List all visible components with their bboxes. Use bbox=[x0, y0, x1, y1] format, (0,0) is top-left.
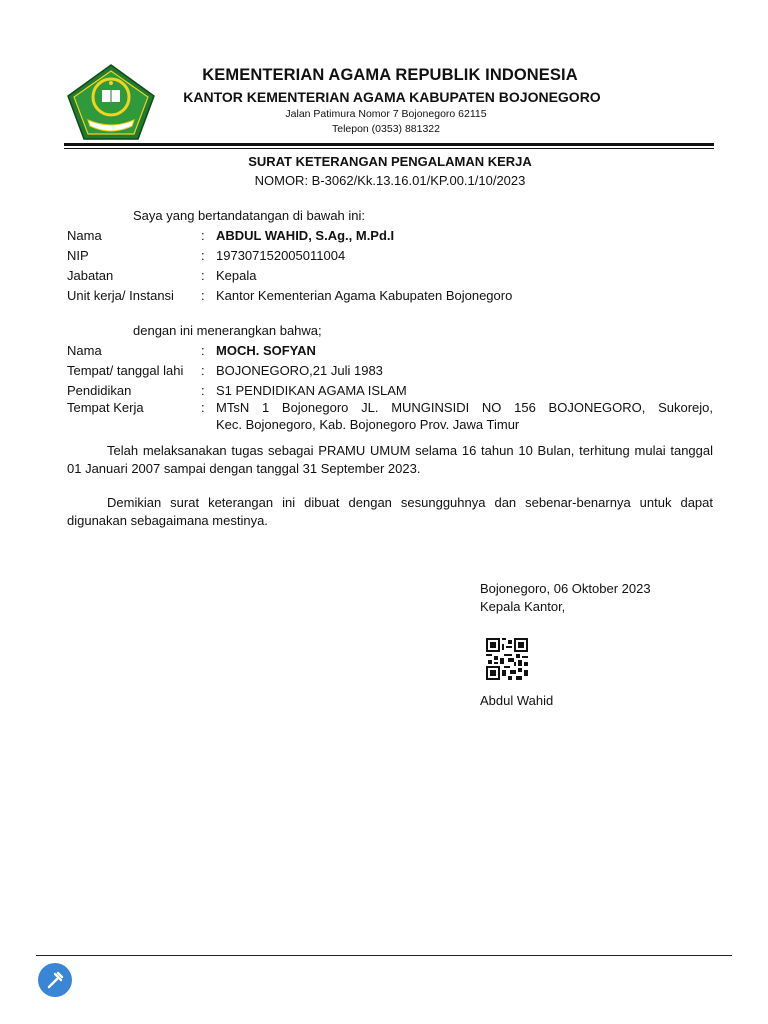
subject-education-value: S1 PENDIDIKAN AGAMA ISLAM bbox=[216, 383, 407, 398]
signer-position-value: Kepala bbox=[216, 268, 257, 283]
signer-unit-value: Kantor Kementerian Agama Kabupaten Bojonegoro bbox=[216, 288, 513, 303]
signer-nip-value: 197307152005011004 bbox=[216, 248, 346, 263]
signer-name-label: Nama bbox=[67, 228, 102, 243]
qr-code-icon bbox=[486, 638, 528, 680]
subject-birth-label: Tempat/ tanggal lahi bbox=[67, 363, 184, 378]
signer-unit-label: Unit kerja/ Instansi bbox=[67, 288, 174, 303]
office-name: KANTOR KEMENTERIAN AGAMA KABUPATEN BOJONEGORO bbox=[183, 89, 601, 105]
subject-education-label: Pendidikan bbox=[67, 383, 132, 398]
ministry-name: KEMENTERIAN AGAMA REPUBLIK INDONESIA bbox=[202, 66, 578, 84]
letter-number: NOMOR: B-3062/Kk.13.16.01/KP.00.1/10/2023 bbox=[254, 173, 526, 188]
letter-title: SURAT KETERANGAN PENGALAMAN KERJA bbox=[248, 154, 532, 169]
subject-name-label: Nama bbox=[67, 343, 102, 358]
signature-name: Abdul Wahid bbox=[480, 693, 554, 708]
letterhead-rule-thin bbox=[64, 148, 714, 149]
signer-name-value: ABDUL WAHID, S.Ag., M.Pd.I bbox=[216, 228, 395, 243]
signature-place-date: Bojonegoro, 06 Oktober 2023 bbox=[480, 581, 651, 596]
colon: : bbox=[201, 343, 205, 358]
signer-nip-label: NIP bbox=[67, 248, 89, 263]
colon: : bbox=[201, 248, 205, 263]
colon: : bbox=[201, 383, 205, 398]
pin-tool-icon bbox=[38, 963, 72, 997]
kemenag-emblem-icon bbox=[66, 64, 156, 140]
colon: : bbox=[201, 268, 205, 283]
office-address: Jalan Patimura Nomor 7 Bojonegoro 62115 bbox=[285, 108, 487, 120]
colon: : bbox=[201, 228, 205, 243]
subject-workplace-value: MTsN 1 Bojonegoro JL. MUNGINSIDI NO 156 BOJONEGORO, Sukorejo, bbox=[216, 400, 713, 415]
subject-name-value: MOCH. SOFYAN bbox=[216, 343, 316, 358]
subject-intro: dengan ini menerangkan bahwa; bbox=[133, 323, 322, 338]
closing-paragraph: Demikian surat keterangan ini dibuat dengan sesungguhnya dan sebenar-benarnya untuk dapat digunakan sebagaimana mestinya. bbox=[67, 495, 713, 528]
letterhead-rule-thick bbox=[64, 143, 714, 146]
pin-tool-button[interactable] bbox=[38, 963, 72, 997]
page-divider bbox=[36, 955, 732, 956]
colon: : bbox=[201, 400, 205, 415]
subject-birth-value: BOJONEGORO,21 Juli 1983 bbox=[216, 363, 383, 378]
colon: : bbox=[201, 363, 205, 378]
colon: : bbox=[201, 288, 205, 303]
service-paragraph: Telah melaksanakan tugas sebagai PRAMU UMUM selama 16 tahun 10 Bulan, terhitung mulai tanggal 01 Januari 2007 sampai dengan tanggal 31 September 2023. bbox=[67, 443, 713, 476]
subject-workplace-label: Tempat Kerja bbox=[67, 400, 144, 415]
signer-position-label: Jabatan bbox=[67, 268, 114, 283]
signer-intro: Saya yang bertandatangan di bawah ini: bbox=[133, 208, 366, 223]
subject-workplace-value-line2: Kec. Bojonegoro, Kab. Bojonegoro Prov. Jawa Timur bbox=[216, 417, 520, 432]
signature-position: Kepala Kantor, bbox=[480, 599, 566, 614]
office-phone: Telepon (0353) 881322 bbox=[331, 123, 440, 135]
